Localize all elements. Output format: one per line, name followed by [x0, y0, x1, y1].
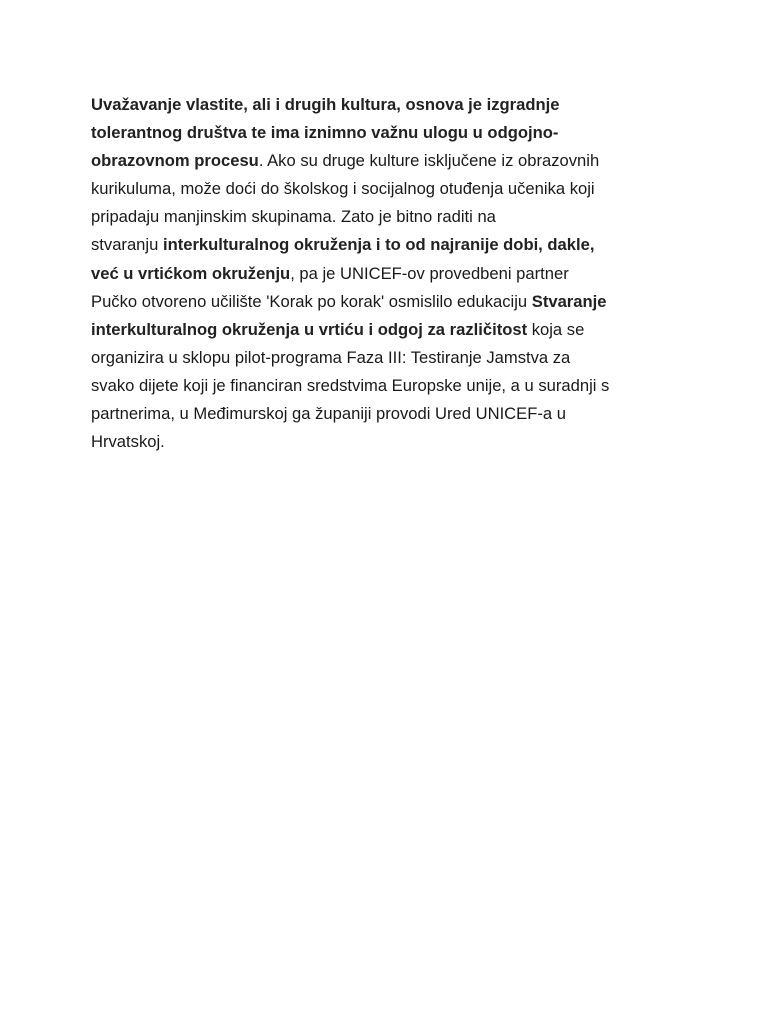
paragraph-line	[91, 428, 691, 456]
bold-text-segment: Stvaranje	[531, 291, 607, 311]
bold-text-segment: već u vrtićkom okruženju	[91, 263, 291, 283]
text-segment: organizira u sklopu pilot-programa Faza III: Testiranje Jamstva za	[91, 347, 571, 367]
bold-text-segment: interkulturalnog okruženja u vrtiću i odgoj za različitost	[91, 319, 528, 339]
paragraph-line	[91, 147, 691, 175]
text-segment: , pa je UNICEF-ov provedbeni partner	[290, 263, 569, 283]
paragraph-line	[91, 344, 691, 372]
paragraph-line	[91, 91, 691, 119]
bold-text-segment: obrazovnom procesu	[91, 151, 259, 171]
paragraph-line	[91, 316, 691, 344]
bold-text-segment: tolerantnog društva te ima iznimno važnu ulogu u odgojno-	[91, 123, 559, 143]
text-segment: koja se	[527, 319, 585, 339]
text-segment: stvaranju	[91, 235, 163, 255]
text-segment: pripadaju manjinskim skupinama. Zato je bitno raditi na	[91, 207, 496, 227]
text-segment: Pučko otvoreno učilište 'Korak po korak' osmislilo edukaciju	[91, 291, 532, 311]
paragraph-line	[91, 260, 691, 288]
paragraph-line	[91, 203, 691, 231]
paragraph-line	[91, 231, 691, 259]
paragraph-line	[91, 175, 691, 203]
text-segment: partnerima, u Međimurskoj ga županiji provodi Ured UNICEF-a u	[91, 404, 566, 424]
paragraph-line	[91, 288, 691, 316]
body-paragraph	[91, 91, 691, 456]
text-segment: svako dijete koji je financiran sredstvima Europske unije, a u suradnji s	[91, 375, 610, 395]
paragraph-line	[91, 400, 691, 428]
paragraph-line	[91, 372, 691, 400]
text-segment: Hrvatskoj.	[91, 432, 165, 452]
text-segment: kurikuluma, može doći do školskog i socijalnog otuđenja učenika koji	[91, 179, 595, 199]
text-segment: . Ako su druge kulture isključene iz obrazovnih	[258, 151, 600, 171]
bold-text-segment: interkulturalnog okruženja i to od najranije dobi, dakle,	[162, 235, 595, 255]
bold-text-segment: Uvažavanje vlastite, ali i drugih kultura, osnova je izgradnje	[91, 95, 560, 114]
paragraph-line	[91, 119, 691, 147]
